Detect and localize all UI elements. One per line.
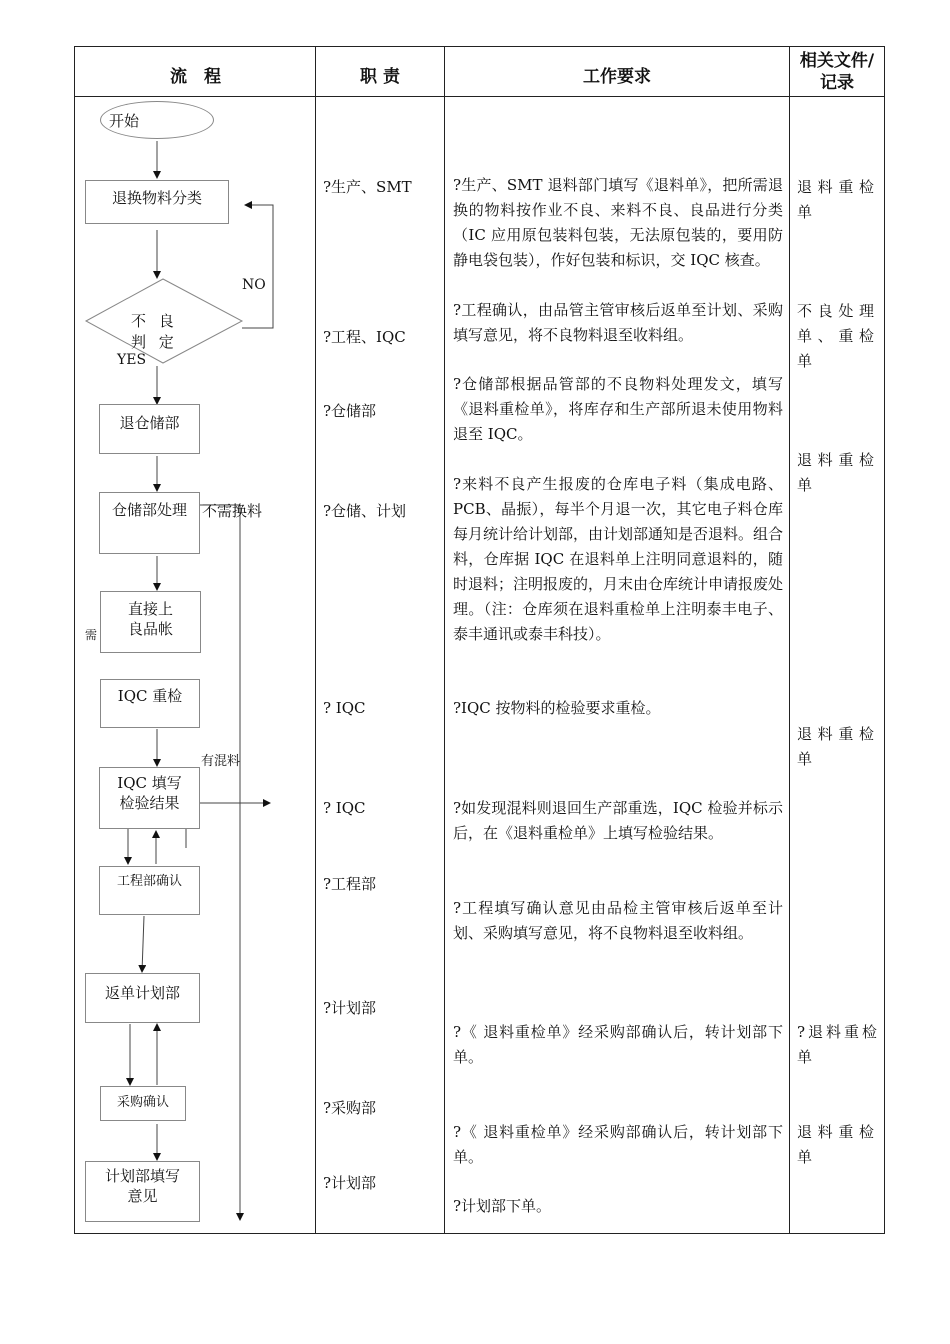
mixed-label: 有混料 — [201, 754, 241, 769]
record-1: 退料重检单 — [797, 178, 877, 221]
no-replace-label: 不需换料 — [202, 502, 263, 520]
requirement-4: ?来料不良产生报废的仓库电子料（集成电路、PCB、晶振），每半个月退一次，其它电子料仓库每月统计给计划部，由计划部通知是否退料。组合料，仓库据 IQC 在退料单上注明同意退料的，随时退料；注明报废的，月末由仓库统计申请报废处理。（注：仓库须在退料重检单上注明泰丰电子、泰丰通讯或泰丰科技）。 — [453, 475, 784, 643]
header-duty: 职 责 — [360, 67, 400, 87]
duty-9: ?采购部 — [323, 1099, 377, 1117]
requirement-10: ?计划部下单。 — [453, 1197, 552, 1215]
duty-2: ?工程、IQC — [323, 328, 406, 346]
store-handle-box: 仓储部处理 — [99, 492, 200, 554]
classify-box: 退换物料分类 — [85, 180, 229, 224]
plan-fill-box: 计划部填写意见 — [85, 1161, 200, 1222]
duty-10: ?计划部 — [323, 1174, 377, 1192]
duty-5: ? IQC — [323, 699, 366, 717]
header-requirements: 工作要求 — [583, 67, 651, 87]
start-node: 开始 — [100, 101, 214, 139]
duty-3: ?仓储部 — [323, 402, 377, 420]
duty-8: ?计划部 — [323, 999, 377, 1017]
duty-1: ?生产、SMT — [323, 178, 412, 196]
need-label: 需 — [85, 628, 98, 642]
header-flow: 流 程 — [170, 67, 221, 87]
requirement-5: ?IQC 按物料的检验要求重检。 — [453, 699, 661, 717]
no-label: NO — [242, 277, 266, 293]
iqc-recheck-box: IQC 重检 — [100, 679, 200, 728]
requirement-7: ?工程填写确认意见由品检主管审核后返单至计划、采购填写意见，将不良物料退至收料组。 — [453, 899, 783, 942]
requirement-8: ?《 退料重检单》经采购部确认后，转计划部下单。 — [453, 1023, 783, 1066]
record-5: ?退料重检单 — [797, 1023, 877, 1066]
requirement-1: ?生产、SMT 退料部门填写《退料单》，把所需退换的物料按作业不良、来料不良、良品进行分类（IC 应用原包装料包装，无法原包装的，要用防静电袋包装），作好包装和标识，交 IQC 核查。 — [453, 176, 783, 269]
requirement-6: ?如发现混料则退回生产部重选，IQC 检验并标示后，在《退料重检单》上填写检验结果。 — [453, 799, 783, 842]
record-6: 退料重检单 — [797, 1123, 877, 1166]
requirement-3: ?仓储部根据品管部的不良物料处理发文，填写《退料重检单》，将库存和生产部所退未使用物料退至 IQC。 — [453, 375, 783, 443]
decision-label: 不 良 判 定 — [131, 312, 178, 351]
eng-confirm-box: 工程部确认 — [99, 866, 200, 915]
requirement-9: ?《 退料重检单》经采购部确认后，转计划部下单。 — [453, 1123, 783, 1166]
purchase-confirm-box: 采购确认 — [100, 1086, 186, 1121]
yes-label: YES — [117, 352, 147, 368]
record-2: 不良处理单、重检单 — [797, 302, 877, 370]
duty-4: ?仓储、计划 — [323, 502, 407, 520]
record-4: 退料重检单 — [797, 725, 877, 768]
return-store-box: 退仓储部 — [99, 404, 200, 454]
return-plan-box: 返单计划部 — [85, 973, 200, 1023]
direct-good-box: 直接上良品帐 — [100, 591, 201, 653]
requirement-2: ?工程确认，由品管主管审核后返单至计划、采购填写意见，将不良物料退至收料组。 — [453, 301, 783, 344]
iqc-fill-box: IQC 填写检验结果 — [99, 767, 200, 829]
record-3: 退料重检单 — [797, 451, 877, 494]
duty-6: ? IQC — [323, 799, 366, 817]
header-records: 相关文件/记录 — [799, 51, 875, 93]
duty-7: ?工程部 — [323, 875, 377, 893]
